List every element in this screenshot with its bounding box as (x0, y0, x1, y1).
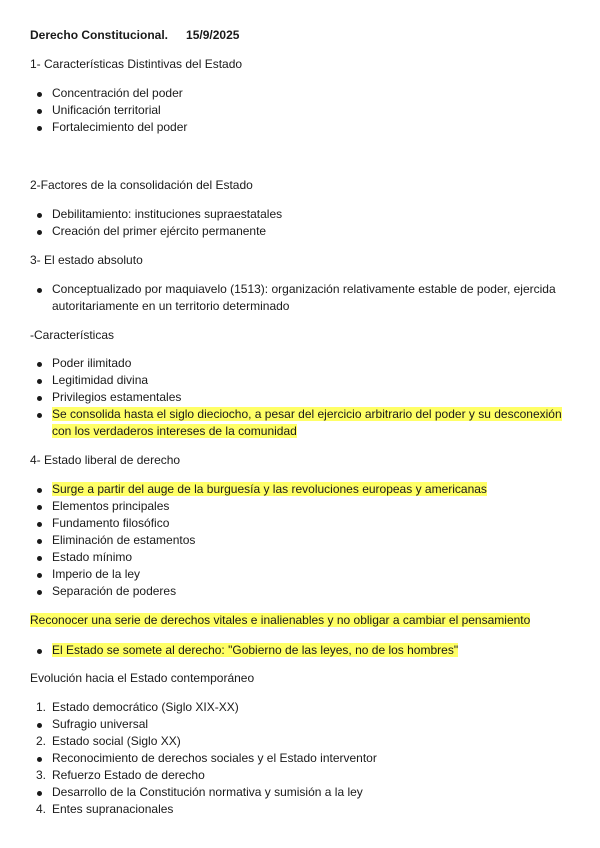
highlighted-list-item (52, 481, 487, 498)
list-item: Fundamento filosófico (52, 516, 170, 530)
list-item: Desarrollo de la Constitución normativa y sumisión a la ley (52, 785, 363, 799)
list-item-text: Refuerzo Estado de derecho (52, 768, 205, 782)
section-3-heading: 3- El estado absoluto (30, 253, 143, 267)
document-title (30, 28, 239, 42)
section-1-heading: 1- Características Distintivas del Estado (30, 57, 243, 71)
title-date: 15/9/2025 (186, 28, 240, 42)
highlighted-text: Surge a partir del auge de la burguesía y las revoluciones europeas y americanas (52, 482, 487, 496)
highlighted-list-item (52, 642, 458, 659)
list-number: 3. (36, 768, 47, 782)
highlighted-text: El Estado se somete al derecho: "Gobierno de las leyes, no de los hombres" (52, 643, 459, 657)
list-item-text: Estado social (Siglo XX) (52, 734, 181, 748)
section-evolution-heading: Evolución hacia el Estado contemporáneo (30, 671, 255, 685)
list-item: Imperio de la ley (52, 567, 141, 581)
list-number: 1. (36, 700, 47, 714)
numbered-list-item (36, 767, 205, 784)
list-item: Separación de poderes (52, 584, 177, 598)
numbered-list-item (36, 699, 239, 716)
list-item: Conceptualizado por maquiavelo (1513): organización relativamente estable de poder, ejercida autoritariamente en un territorio determinado (52, 281, 572, 315)
list-item: Eliminación de estamentos (52, 533, 196, 547)
highlighted-paragraph (30, 612, 530, 629)
list-item: Creación del primer ejército permanente (52, 224, 267, 238)
list-number: 2. (36, 734, 47, 748)
highlighted-text: Reconocer una serie de derechos vitales e inalienables y no obligar a cambiar el pensamiento (30, 613, 531, 627)
list-item: Reconocimiento de derechos sociales y el Estado interventor (52, 751, 377, 765)
list-item: Privilegios estamentales (52, 390, 182, 404)
list-number: 4. (36, 802, 47, 816)
numbered-list-item (36, 733, 181, 750)
section-2-heading: 2-Factores de la consolidación del Estado (30, 178, 253, 192)
list-item: Fortalecimiento del poder (52, 120, 188, 134)
list-item-text: Entes supranacionales (52, 802, 174, 816)
list-item: Estado mínimo (52, 550, 133, 564)
caracteristicas-heading: -Características (30, 328, 115, 342)
highlighted-list-item (52, 406, 572, 440)
highlighted-text: Se consolida hasta el siglo dieciocho, a pesar del ejercicio arbitrario del poder y su desconexión con los verdaderos intereses de la comunidad (52, 407, 562, 438)
list-item: Legitimidad divina (52, 373, 149, 387)
section-4-heading: 4- Estado liberal de derecho (30, 453, 181, 467)
list-item: Unificación territorial (52, 103, 161, 117)
list-item: Debilitamiento: instituciones supraestatales (52, 207, 283, 221)
title-text: Derecho Constitucional. (30, 28, 169, 42)
list-item: Poder ilimitado (52, 356, 132, 370)
list-item-text: Estado democrático (Siglo XIX-XX) (52, 700, 239, 714)
numbered-list-item (36, 801, 174, 818)
list-item: Concentración del poder (52, 86, 183, 100)
list-item: Sufragio universal (52, 717, 149, 731)
list-item: Elementos principales (52, 499, 170, 513)
